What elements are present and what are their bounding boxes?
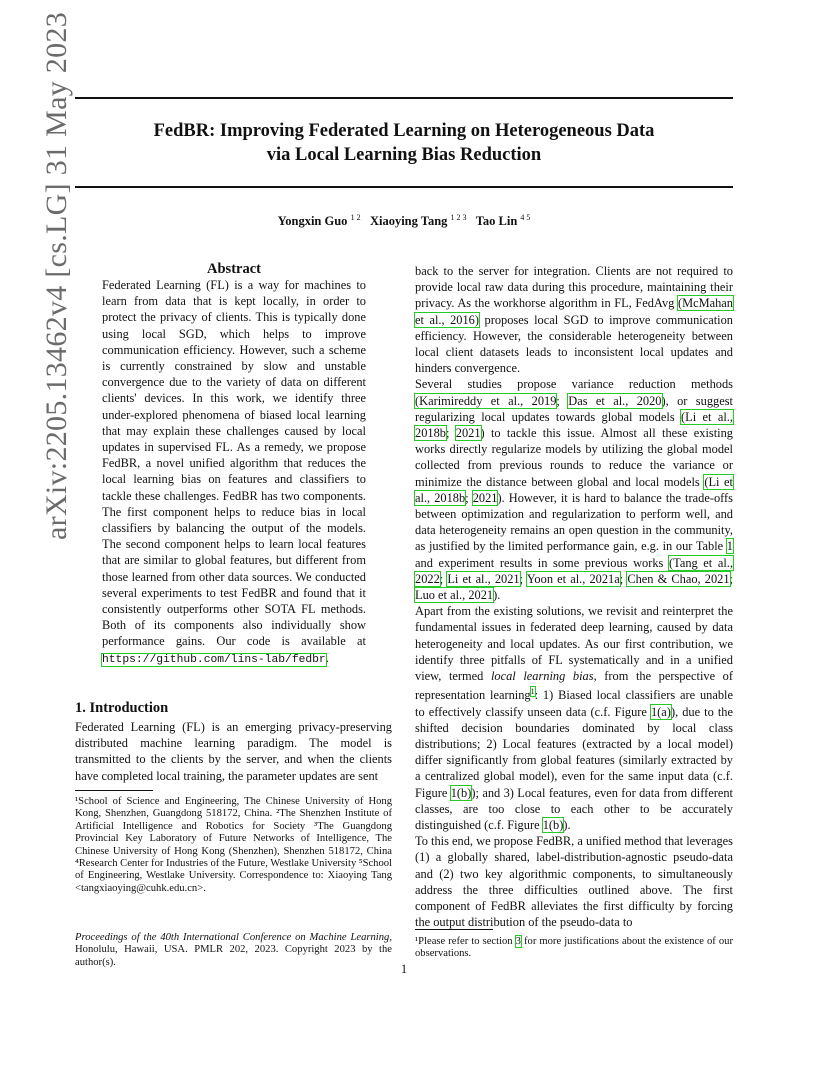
citation-link[interactable]: (Li et al., 2018b [415, 474, 733, 505]
text: ). However, it is hard to balance the trade-offs between optimization and regularization to perform well, and data heterogeneity remains an open question in the community, as justified by the limited performance gain, e.g. in our Table [415, 490, 733, 554]
text: proposes local SGD to improve communication efficiency. However, the considerable heterogeneity between local client datasets leads to inconsistent local updates and hinders convergence. [415, 312, 734, 376]
proceedings-title: Proceedings of the 40th International Conference on Machine Learning [75, 932, 390, 943]
text: ). [563, 818, 571, 833]
title-line-2: via Local Learning Bias Reduction [266, 145, 542, 165]
abstract-text: Federated Learning (FL) is a way for machines to learn from data that is kept locally, in order to protect the privacy of clients. This is typically done using local SGD, which helps to improve communication efficiency. However, such a scheme is currently constrained by slow and unstable convergence due to the variety of data on different clients' devices. In this work, we identify three under-explored phenomena of biased local learning that may explain these challenges caused by local updates in supervised FL. As a remedy, we propose FedBR, a novel unified algorithm that reduces the local learning bias on features and classifiers to tackle these challenges. FedBR has two components. The first component helps to reduce bias in local classifiers by balancing the output of the models. The second component helps to learn local features that are similar to global features, but different from those learned from other data sources. We conducted several experiments to test FedBR and found that it consistently outperforms other SOTA FL methods. Both of its components also individually show performance gains. Our code is available at [102, 278, 366, 649]
text: ), due to the shifted decision boundaries dominated by local class distributions; 2) Local features (extracted by a local model) differ significantly from global features (similarly extracted by a centralized global model), even for the same input data (c.f. Figure [415, 704, 733, 800]
author-affiliation: 4 5 [520, 213, 531, 222]
figure-ref-link[interactable]: 1(a) [650, 704, 671, 719]
text: , from the perspective of representation learning [415, 669, 733, 703]
citation-link[interactable]: Luo et al., 2021 [415, 588, 494, 603]
text: : 1) Biased local classifiers are unable to effectively classify unseen data (c.f. Figure [415, 688, 733, 719]
author-affiliation: 1 2 3 [450, 213, 467, 222]
intro-paragraph: Federated Learning (FL) is an emerging privacy-preserving distributed machine learning paradigm. The model is transmitted to the clients by the server, and when the clients have completed local training, the parameter updates are sent [75, 720, 392, 783]
right-column [415, 263, 733, 930]
citation-link[interactable]: Yoon et al., 2021a [526, 571, 620, 586]
author-list [75, 213, 733, 229]
author-name: Yongxin Guo [277, 214, 348, 229]
page-number: 1 [400, 962, 408, 976]
citation-link[interactable]: (Karimireddy et al., 2019 [415, 393, 557, 408]
text: for more justifications about the existence of our observations. [415, 936, 733, 960]
proceedings-details: , Honolulu, Hawaii, USA. PMLR 202, 2023. Copyright 2023 by the author(s). [75, 932, 392, 968]
paragraph [415, 603, 733, 833]
emphasis: local learning bias [490, 669, 594, 684]
text: ¹Please refer to section [415, 936, 516, 947]
text: ); and 3) Local features, even for data from different classes, are too close to each other to be accurately distinguished (c.f. Figure [415, 785, 733, 833]
footnote-2 [415, 936, 733, 961]
footnote-ref-link[interactable]: 1 [530, 687, 535, 697]
abstract-end: . [325, 650, 329, 665]
text: back to the server for integration. Clients are not required to provide local raw data during this procedure, maintaining their privacy. As the workhorse algorithm in FL, FedAvg [415, 264, 733, 311]
text: Apart from the existing solutions, we revisit and reinterpret the fundamental issues in federated deep learning, caused by data heterogeneity and local updates. As our first contribution, we identify three pitfalls of FL systematically and in a unified view, termed [415, 604, 733, 684]
abstract-body [102, 277, 366, 668]
section-heading-introduction: 1. Introduction [75, 700, 169, 716]
text: ). [493, 588, 501, 603]
paper-title [75, 119, 733, 167]
section-ref-link[interactable]: 3 [515, 936, 521, 947]
paragraph [415, 263, 733, 376]
citation-link[interactable]: (Tang et al., 2022 [415, 555, 733, 586]
paragraph: To this end, we propose FedBR, a unified method that leverages (1) a globally shared, label-distribution-agnostic pseudo-data and (2) two key algorithmic components, to simultaneously address the three difficulties outlined above. The first component of FedBR alleviates the first difficulty by forcing the output distribution of the pseudo-data to [415, 834, 733, 930]
text: and experiment results in some previous works [415, 555, 669, 570]
figure-ref-link[interactable]: 1(b) [450, 785, 472, 800]
text: Several studies propose variance reduction methods [415, 377, 733, 392]
code-link[interactable]: https://github.com/lins-lab/fedbr [102, 653, 326, 666]
citation-link[interactable]: Chen & Chao, 2021 [627, 571, 730, 586]
author-affiliation: 1 2 [350, 213, 361, 222]
paragraph: Several studies propose variance reduction methods (Karimireddy et al., 2019; Das et al., 2020), or suggest regularizing local updates towards global models (Li et al., 2018b; 2021) to tackle this issue. Almost all these existing works directly regularize models by utilizing the global model collected from previous rounds to reduce the variance or minimize the distance between global and local models (Li et al., 2018b; 2021). However, it is hard to balance the trade-offs between optimization and regularization to perform well, and data heterogeneity remains an open question in the community, as justified by the limited performance gain, e.g. in our Table 1 and experiment results in some previous works (Tang et al., 2022; Li et al., 2021; Yoon et al., 2021a; Chen & Chao, 2021; Luo et al., 2021). [415, 377, 733, 603]
abstract-heading: Abstract [207, 261, 261, 277]
footnote-rule [415, 929, 493, 930]
citation-link[interactable]: 2021 [455, 426, 481, 441]
top-rule [75, 97, 733, 99]
citation-link[interactable]: (McMahan et al., 2016) [415, 296, 733, 327]
affiliation-footnote: ¹School of Science and Engineering, The Chinese University of Hong Kong, Shenzhen, Guangdong 518172, China. ²The Shenzhen Institute of Artificial Intelligence and Robotics for Society ³The Guangdong Provincial Key Laboratory of Future Networks of Intelligence, The Chinese University of Hong Kong (Shenzhen), Shenzhen 518172, China ⁴Research Center for Industries of the Future, Westlake University ⁵School of Engineering, Westlake University. Correspondence to: Xiaoying Tang <tangxiaoying@cuhk.edu.cn>. [75, 796, 393, 894]
citation-link[interactable]: Li et al., 2021 [447, 571, 520, 586]
citation-link[interactable]: Das et al., 2020 [568, 393, 662, 408]
citation-link[interactable]: 2021 [472, 490, 498, 505]
text: ) to tackle this issue. Almost all these existing works directly regularize models by utilizing the global model collected from previous rounds to reduce the variance or minimize the distance between global and local models [415, 426, 733, 489]
author-name: Tao Lin [475, 214, 518, 229]
title-line-1: FedBR: Improving Federated Learning on Heterogeneous Data [153, 121, 655, 141]
footnote-rule [75, 790, 153, 791]
author-name: Xiaoying Tang [369, 214, 448, 229]
citation-link[interactable]: (Li et al., 2018b [415, 409, 733, 441]
text: ), or suggest regularizing local updates towards global models [415, 393, 733, 424]
table-ref-link[interactable]: 1 [726, 539, 733, 554]
title-bottom-rule [75, 186, 733, 188]
arxiv-side-label: arXiv:2205.13462v4 [cs.LG] 31 May 2023 [40, 12, 73, 540]
figure-ref-link[interactable]: 1(b) [542, 818, 564, 833]
